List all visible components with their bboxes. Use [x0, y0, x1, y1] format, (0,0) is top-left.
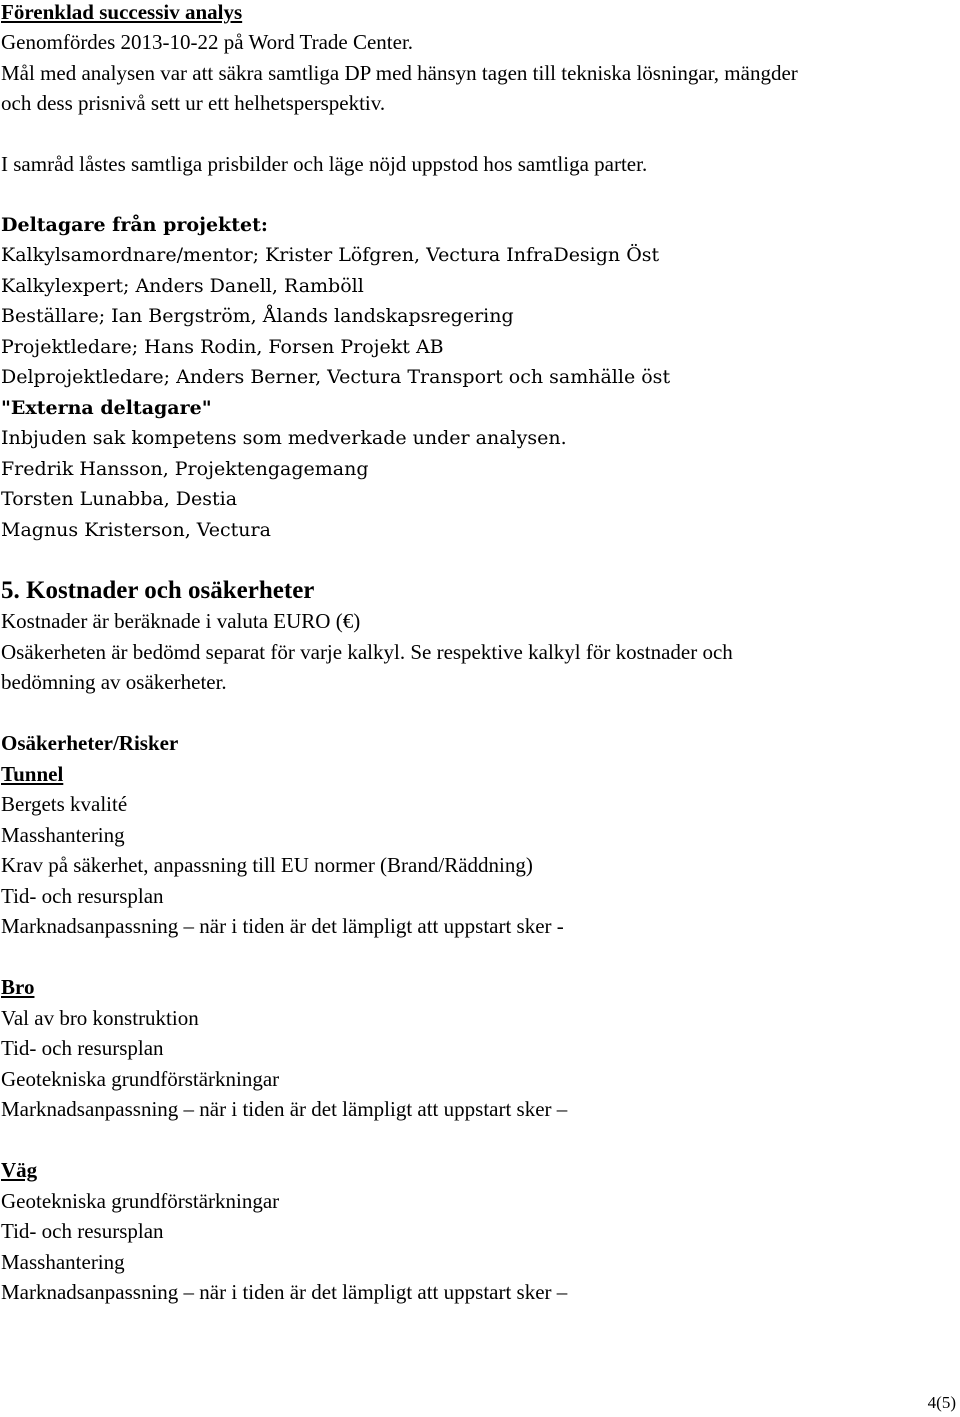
bro-subheading: Bro [1, 975, 35, 999]
tunnel-risk-item: Masshantering [1, 823, 125, 847]
participant-item: Projektledare; Hans Rodin, Forsen Projekt AB [1, 336, 444, 358]
vag-subheading: Väg [1, 1158, 38, 1182]
external-participant-item: Magnus Kristerson, Vectura [1, 519, 271, 541]
participant-item: Kalkylsamordnare/mentor; Krister Löfgren, Vectura InfraDesign Öst [1, 244, 660, 266]
external-participants-heading: "Externa deltagare" [1, 397, 212, 419]
uncertainty-line-1: Osäkerheten är bedömd separat för varje kalkyl. Se respektive kalkyl för kostnader och [1, 640, 733, 664]
participant-item: Kalkylexpert; Anders Danell, Ramböll [1, 275, 364, 297]
participant-item: Beställare; Ian Bergström, Ålands landskapsregering [1, 305, 514, 327]
external-participants-intro: Inbjuden sak kompetens som medverkade under analysen. [1, 427, 567, 449]
bro-risk-item: Val av bro konstruktion [1, 1006, 199, 1030]
participants-heading: Deltagare från projektet: [1, 214, 268, 236]
external-participant-item: Torsten Lunabba, Destia [1, 488, 238, 510]
vag-risk-item: Tid- och resursplan [1, 1219, 164, 1243]
aim-line-2: och dess prisnivå sett ur ett helhetsperspektiv. [1, 91, 386, 115]
tunnel-risk-item: Marknadsanpassning – när i tiden är det lämpligt att uppstart sker - [1, 914, 564, 938]
consensus-line: I samråd låstes samtliga prisbilder och läge nöjd uppstod hos samtliga parter. [1, 152, 648, 176]
date-line: Genomfördes 2013-10-22 på Word Trade Center. [1, 30, 414, 54]
vag-risk-item: Marknadsanpassning – när i tiden är det lämpligt att uppstart sker – [1, 1280, 568, 1304]
risks-heading: Osäkerheter/Risker [1, 731, 179, 755]
aim-line-1: Mål med analysen var att säkra samtliga DP med hänsyn tagen till tekniska lösningar, mängder [1, 61, 798, 85]
currency-line: Kostnader är beräknade i valuta EURO (€) [1, 609, 361, 633]
page-number: 4(5) [927, 1393, 956, 1412]
tunnel-risk-item: Krav på säkerhet, anpassning till EU normer (Brand/Räddning) [1, 853, 533, 877]
costs-section-heading: 5. Kostnader och osäkerheter [1, 577, 315, 604]
vag-risk-item: Geotekniska grundförstärkningar [1, 1189, 280, 1213]
bro-risk-item: Tid- och resursplan [1, 1036, 164, 1060]
bro-risk-item: Marknadsanpassning – när i tiden är det lämpligt att uppstart sker – [1, 1097, 568, 1121]
uncertainty-line-2: bedömning av osäkerheter. [1, 670, 227, 694]
vag-risk-item: Masshantering [1, 1250, 125, 1274]
participant-item: Delprojektledare; Anders Berner, Vectura Transport och samhälle öst [1, 366, 671, 388]
tunnel-risk-item: Bergets kvalité [1, 792, 128, 816]
tunnel-subheading: Tunnel [1, 762, 64, 786]
section-heading-simplified-analysis: Förenklad successiv analys [1, 0, 243, 24]
tunnel-risk-item: Tid- och resursplan [1, 884, 164, 908]
bro-risk-item: Geotekniska grundförstärkningar [1, 1067, 280, 1091]
external-participant-item: Fredrik Hansson, Projektengagemang [1, 458, 369, 480]
